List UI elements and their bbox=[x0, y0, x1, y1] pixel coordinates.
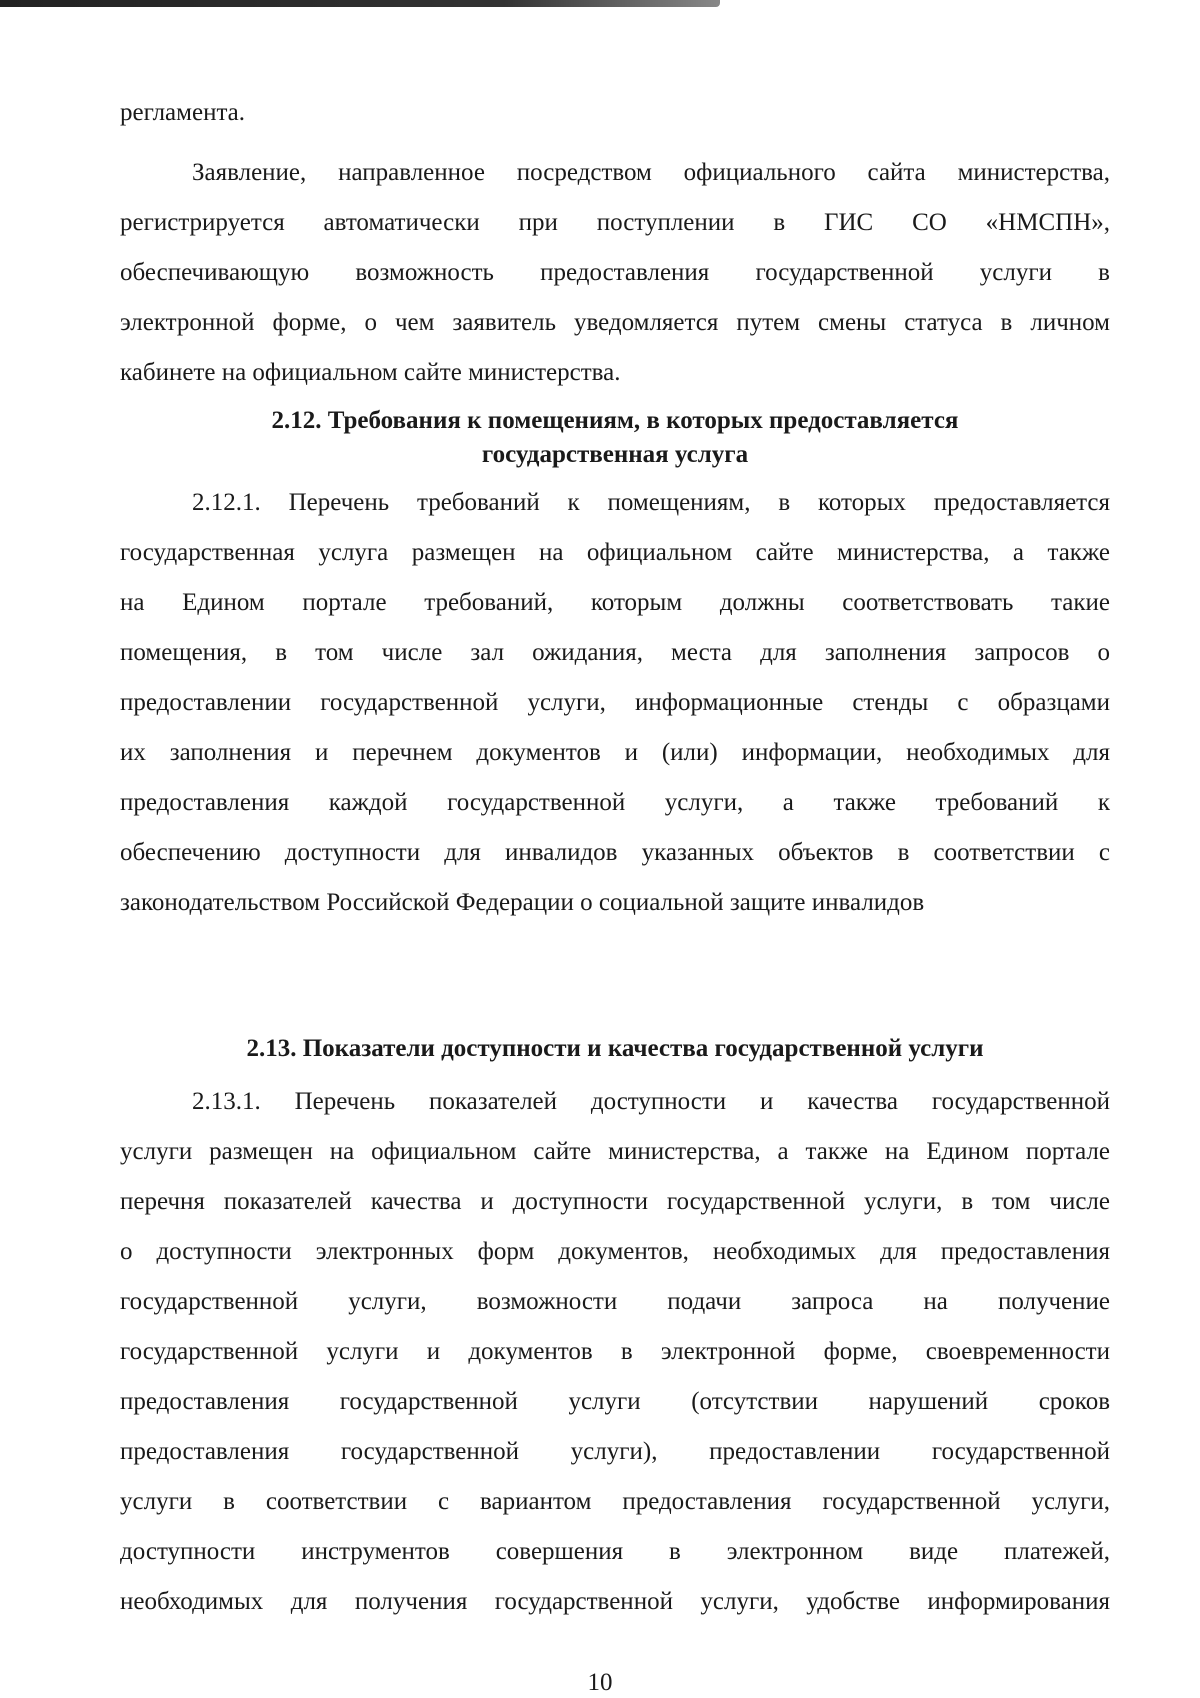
text-line: услуги в соответствии с вариантом предоставления государственной услуги, bbox=[120, 1488, 1110, 1515]
heading-line: 2.13. Показатели доступности и качества государственной услуги bbox=[246, 1035, 984, 1062]
text-line: предоставлении государственной услуги, информационные стенды с образцами bbox=[120, 689, 1110, 716]
text-line: государственная услуга размещен на официальном сайте министерства, а также bbox=[120, 539, 1110, 566]
text-line: обеспечению доступности для инвалидов указанных объектов в соответствии с bbox=[120, 839, 1110, 866]
text-line: 2.12.1. Перечень требований к помещениям, в которых предоставляется bbox=[192, 489, 1110, 516]
text-line: услуги размещен на официальном сайте министерства, а также на Едином портале bbox=[120, 1138, 1110, 1165]
text-line: помещения, в том числе зал ожидания, места для заполнения запросов о bbox=[120, 639, 1110, 666]
heading-line: государственная услуга bbox=[481, 441, 749, 468]
text-line: предоставления государственной услуги (отсутствии нарушений сроков bbox=[120, 1388, 1110, 1415]
text-line: регламента. bbox=[120, 99, 246, 126]
text-line: необходимых для получения государственной услуги, удобстве информирования bbox=[120, 1588, 1110, 1615]
paragraph-application-registration bbox=[120, 148, 1110, 398]
heading-line: 2.12. Требования к помещениям, в которых предоставляется bbox=[271, 407, 959, 434]
text-line: их заполнения и перечнем документов и (или) информации, необходимых для bbox=[120, 739, 1110, 766]
scan-edge-artifact bbox=[0, 0, 720, 7]
text-line: государственной услуги, возможности подачи запроса на получение bbox=[120, 1288, 1110, 1315]
page-number: 10 bbox=[587, 1669, 613, 1696]
text-line: на Едином портале требований, которым должны соответствовать такие bbox=[120, 589, 1110, 616]
text-line: предоставления каждой государственной услуги, а также требований к bbox=[120, 789, 1110, 816]
text-line: обеспечивающую возможность предоставления государственной услуги в bbox=[120, 259, 1110, 286]
text-line: государственной услуги и документов в электронной форме, своевременности bbox=[120, 1338, 1110, 1365]
text-line: 2.13.1. Перечень показателей доступности и качества государственной bbox=[192, 1088, 1110, 1115]
paragraph-2-12-1 bbox=[120, 478, 1110, 928]
text-line: кабинете на официальном сайте министерства. bbox=[120, 359, 621, 386]
section-heading-2-12 bbox=[120, 404, 1110, 472]
text-line: доступности инструментов совершения в электронном виде платежей, bbox=[120, 1538, 1110, 1565]
text-line: законодательством Российской Федерации о социальной защите инвалидов bbox=[120, 889, 925, 916]
text-line: электронной форме, о чем заявитель уведомляется путем смены статуса в личном bbox=[120, 309, 1110, 336]
paragraph-2-13-1 bbox=[120, 1077, 1110, 1627]
text-line: Заявление, направленное посредством официального сайта министерства, bbox=[192, 159, 1110, 186]
section-heading-2-13 bbox=[120, 1032, 1110, 1066]
text-line: предоставления государственной услуги), предоставлении государственной bbox=[120, 1438, 1110, 1465]
text-line: регистрируется автоматически при поступлении в ГИС СО «НМСПН», bbox=[120, 209, 1110, 236]
text-line: перечня показателей качества и доступности государственной услуги, в том числе bbox=[120, 1188, 1110, 1215]
paragraph-continuation bbox=[120, 88, 1110, 138]
text-line: о доступности электронных форм документов, необходимых для предоставления bbox=[120, 1238, 1110, 1265]
